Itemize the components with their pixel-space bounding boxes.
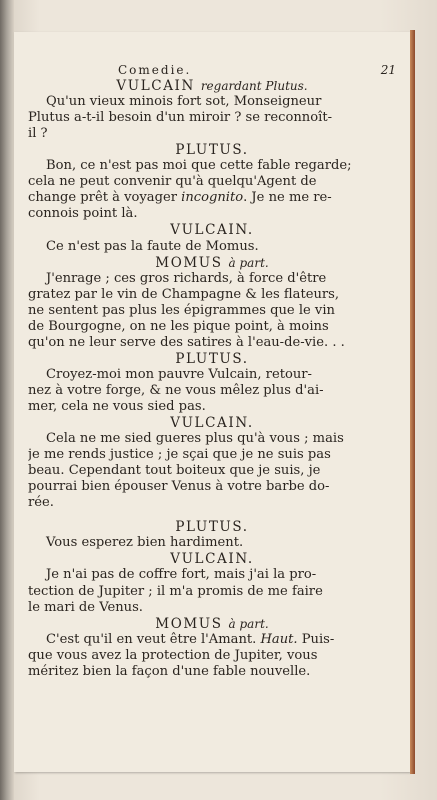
text-line — [28, 174, 396, 190]
speaker-name: MOMUS — [155, 615, 223, 632]
page-edge — [410, 30, 415, 774]
speaker-heading — [28, 551, 396, 567]
line-text: pourrai bien épouser Venus à votre barbe do- — [28, 479, 330, 495]
text-line — [28, 495, 396, 511]
line-text: Qu'un vieux minois fort sot, Monseigneur — [46, 94, 322, 110]
text-line — [28, 110, 396, 126]
text-line — [28, 158, 396, 174]
line-text-after: Puis- — [297, 631, 335, 647]
speaker-name: VULCAIN — [116, 78, 195, 95]
line-text: mer, cela ne vous sied pas. — [28, 398, 206, 414]
speaker-heading — [28, 351, 396, 367]
speaker-name: VULCAIN. — [170, 551, 254, 568]
stage-direction: à part. — [228, 616, 269, 631]
speaker-heading — [28, 255, 396, 271]
text-line — [28, 447, 396, 463]
text-line — [28, 399, 396, 415]
line-text: C'est qu'il en veut être l'Amant. — [46, 631, 261, 647]
text-line — [28, 431, 396, 447]
speaker-name: MOMUS — [155, 254, 223, 271]
line-text: que vous avez la protection de Jupiter, vous — [28, 647, 318, 663]
line-text: Vous esperez bien hardiment. — [46, 535, 244, 551]
text-line — [28, 287, 396, 303]
line-text: beau. Cependant tout boiteux que je suis, je — [28, 463, 321, 479]
line-text: Ce n'est pas la faute de Momus. — [46, 238, 259, 254]
text-line — [28, 271, 396, 287]
italic-text: Haut. — [260, 631, 298, 647]
speaker-heading — [28, 78, 396, 94]
text-line — [28, 206, 396, 222]
speaker-heading — [28, 222, 396, 238]
speaker-name: PLUTUS. — [175, 350, 249, 367]
speaker-name: VULCAIN. — [170, 222, 254, 239]
text-line — [28, 664, 396, 680]
text-line — [28, 600, 396, 616]
line-text: méritez bien la façon d'une fable nouvelle. — [28, 663, 311, 679]
speaker-name: PLUTUS. — [175, 519, 249, 536]
running-title: Comedie. — [118, 63, 192, 77]
page-text — [28, 62, 396, 680]
text-line — [28, 367, 396, 383]
text-line — [28, 94, 396, 110]
text-line — [28, 383, 396, 399]
line-text: gratez par le vin de Champagne & les flateurs, — [28, 286, 340, 302]
text-line — [28, 190, 396, 206]
text-line — [28, 126, 396, 142]
text-line — [28, 535, 396, 551]
line-text: le mari de Venus. — [28, 599, 143, 615]
speaker-heading — [28, 616, 396, 632]
line-text: de Bourgogne, on ne les pique point, à moins — [28, 318, 329, 334]
running-head — [28, 62, 396, 78]
text-line — [28, 567, 396, 583]
line-text: rée. — [28, 495, 54, 511]
line-text: J'enrage ; ces gros richards, à force d'être — [46, 270, 327, 286]
text-line — [28, 632, 396, 648]
line-text: cela ne peut convenir qu'à quelqu'Agent de — [28, 174, 317, 190]
text-line — [28, 239, 396, 255]
line-text: change prêt à voyager — [28, 190, 182, 206]
line-text: connois point là. — [28, 206, 138, 222]
line-text: je me rends justice ; je sçai que je ne suis pas — [28, 447, 331, 463]
text-line — [28, 463, 396, 479]
line-text: Plutus a-t-il besoin d'un miroir ? se reconnoît- — [28, 110, 333, 126]
line-text: Cela ne me sied gueres plus qu'à vous ; mais — [46, 431, 344, 447]
line-text: Bon, ce n'est pas moi que cette fable regarde; — [46, 158, 352, 174]
stage-direction: regardant Plutus. — [200, 79, 308, 94]
speaker-name: PLUTUS. — [175, 142, 249, 159]
text-line — [28, 303, 396, 319]
text-line — [28, 479, 396, 495]
line-text: Croyez-moi mon pauvre Vulcain, retour- — [46, 366, 312, 382]
text-line — [28, 584, 396, 600]
line-text-after: . Je ne me re- — [243, 190, 332, 206]
line-text: il ? — [28, 126, 48, 142]
speaker-name: VULCAIN. — [170, 415, 254, 432]
speaker-heading — [28, 142, 396, 158]
line-text: Je n'ai pas de coffre fort, mais j'ai la pro- — [46, 567, 317, 583]
speaker-heading — [28, 519, 396, 535]
dialogue-text — [28, 78, 396, 680]
speaker-heading — [28, 415, 396, 431]
text-line — [28, 335, 396, 351]
text-line — [28, 319, 396, 335]
page-number: 21 — [380, 63, 396, 77]
section-gap — [28, 511, 396, 519]
book-gutter — [0, 0, 14, 800]
text-line — [28, 648, 396, 664]
stage-direction: à part. — [228, 255, 269, 270]
italic-text: incognito — [181, 190, 244, 206]
line-text: tection de Jupiter ; il m'a promis de me faire — [28, 583, 323, 599]
line-text: ne sentent pas plus les épigrammes que le vin — [28, 302, 335, 318]
line-text: nez à votre forge, & ne vous mêlez plus d'ai- — [28, 382, 324, 398]
line-text: qu'on ne leur serve des satires à l'eau-de-vie. . . — [28, 334, 345, 350]
